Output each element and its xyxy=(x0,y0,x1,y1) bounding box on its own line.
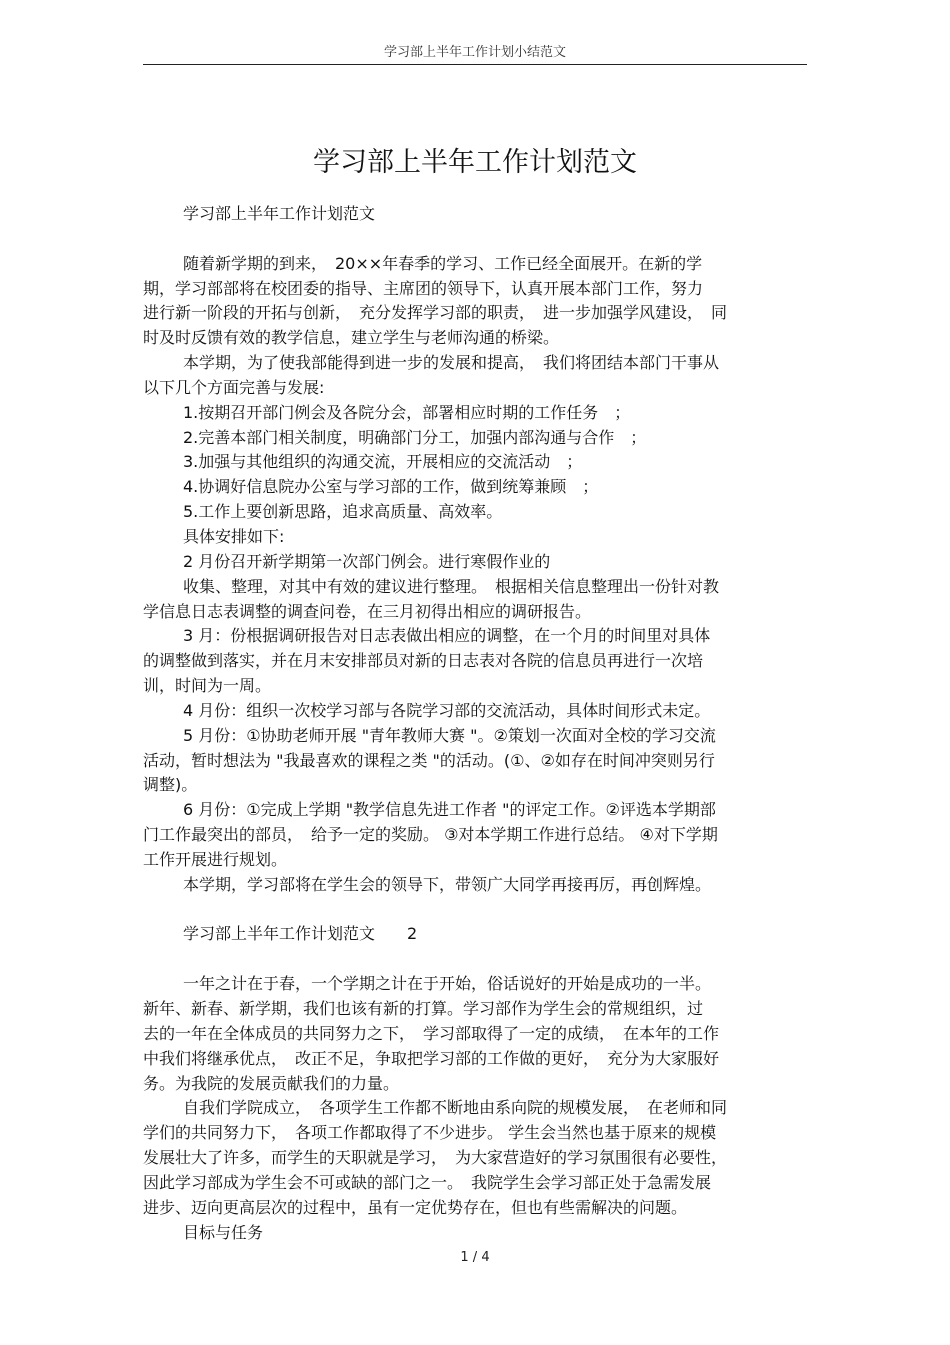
text-line: 的调整做到落实，并在月末安排部员对新的日志表对各院的信息员再进行一次培 xyxy=(143,651,704,671)
text-line: 随着新学期的到来， 20××年春季的学习、工作已经全面展开。在新的学 xyxy=(183,253,703,273)
text-line: 4.协调好信息院办公室与学习部的工作，做到统筹兼顾 ； xyxy=(183,477,599,497)
text-line: 4 月份：组织一次校学习部与各院学习部的交流活动，具体时间形式未定。 xyxy=(183,700,711,720)
text-line: 自我们学院成立， 各项学生工作都不断地由系向院的规模发展， 在老师和同 xyxy=(183,1098,728,1118)
text-line: 时及时反馈有效的教学信息，建立学生与老师沟通的桥梁。 xyxy=(143,328,560,348)
text-line: 学信息日志表调整的调查问卷，在三月初得出相应的调研报告。 xyxy=(143,601,592,621)
text-line: 2 月份召开新学期第一次部门例会。进行寒假作业的 xyxy=(183,551,551,571)
text-line: 进行新一阶段的开拓与创新， 充分发挥学习部的职责， 进一步加强学风建设， 同 xyxy=(143,303,728,323)
text-line: 6 月份：①完成上学期 "教学信息先进工作者 "的评定工作。②评选本学期部 xyxy=(183,800,716,820)
text-line: 学习部上半年工作计划范文 2 xyxy=(183,924,418,944)
blank-line xyxy=(143,227,808,252)
text-line: 1.按期召开部门例会及各院分会，部署相应时期的工作任务 ； xyxy=(183,402,631,422)
text-line: 5.工作上要创新思路，追求高质量、高效率。 xyxy=(183,502,503,522)
text-line: 学习部上半年工作计划范文 xyxy=(183,204,376,223)
text-line: 新年、新春、新学期，我们也该有新的打算。学习部作为学生会的常规组织，过 xyxy=(143,999,704,1018)
text-line: 进步、迈向更高层次的过程中，虽有一定优势存在，但也有些需解决的问题。 xyxy=(143,1197,688,1217)
document-title: 学习部上半年工作计划范文 xyxy=(313,147,637,179)
text-line: 发展壮大了许多，而学生的天职就是学习， 为大家营造好的学习氛围很有必要性， xyxy=(143,1148,728,1168)
text-line: 训，时间为一周。 xyxy=(143,676,272,696)
text-line: 期，学习部部将在校团委的指导、主席团的领导下，认真开展本部门工作，努力 xyxy=(143,278,704,298)
blank-line xyxy=(143,947,808,972)
text-line: 学们的共同努力下， 各项工作都取得了不少进步。 学生会当然也基于原来的规模 xyxy=(143,1123,717,1143)
text-line: 2.完善本部门相关制度，明确部门分工，加强内部沟通与合作 ； xyxy=(183,427,647,447)
text-line: 具体安排如下: xyxy=(183,526,285,546)
text-line: 调整)。 xyxy=(143,775,198,795)
text-line: 目标与任务 xyxy=(183,1222,264,1242)
text-line: 一年之计在于春，一个学期之计在于开始，俗话说好的开始是成功的一半。 xyxy=(183,974,712,994)
text-line: 本学期，学习部将在学生会的领导下，带领广大同学再接再厉，再创辉煌。 xyxy=(183,874,712,894)
text-line: 去的一年在全体成员的共同努力之下， 学习部取得了一定的成绩， 在本年的工作 xyxy=(143,1023,720,1043)
text-line: 门工作最突出的部员， 给予一定的奖励。 ③对本学期工作进行总结。 ④对下学期 xyxy=(143,825,718,845)
text-line: 收集、整理，对其中有效的建议进行整理。 根据相关信息整理出一份针对教 xyxy=(183,576,720,596)
text-line: 本学期，为了使我部能得到进一步的发展和提高， 我们将团结本部门干事从 xyxy=(183,353,720,373)
text-line: 务。为我院的发展贡献我们的力量。 xyxy=(143,1073,400,1093)
page-number: 1 / 4 xyxy=(460,1250,490,1265)
text-line: 5 月份：①协助老师开展 "青年教师大赛 "。②策划一次面对全校的学习交流 xyxy=(183,725,716,745)
blank-line xyxy=(143,898,808,923)
document-body xyxy=(143,202,808,1245)
text-line: 活动，暂时想法为 "我最喜欢的课程之类 "的活动。(①、②如存在时间冲突则另行 xyxy=(143,750,715,770)
running-header: 学习部上半年工作计划小结范文 xyxy=(383,45,566,60)
text-line: 中我们将继承优点， 改正不足，争取把学习部的工作做的更好， 充分为大家服好 xyxy=(143,1048,720,1068)
text-line: 因此学习部成为学生会不可或缺的部门之一。 我院学生会学习部正处于急需发展 xyxy=(143,1172,712,1192)
text-line: 工作开展进行规划。 xyxy=(143,849,288,869)
text-line: 以下几个方面完善与发展: xyxy=(143,377,325,397)
text-line: 3.加强与其他组织的沟通交流，开展相应的交流活动 ； xyxy=(183,452,583,472)
text-line: 3 月：份根据调研报告对日志表做出相应的调整，在一个月的时间里对具体 xyxy=(183,626,711,646)
header-rule xyxy=(143,64,807,65)
